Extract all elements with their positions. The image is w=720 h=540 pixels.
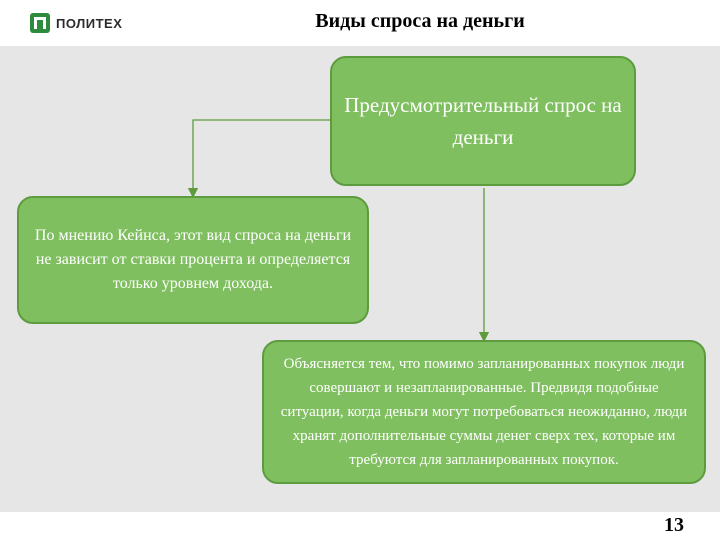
reason-explanation-box [262, 340, 706, 484]
page-number: 13 [664, 514, 684, 536]
footer-bar [0, 512, 720, 540]
keynes-explanation-text: По мнению Кейнса, этот вид спроса на деньги не зависит от ставки процента и определяется только уровнем дохода. [34, 227, 352, 292]
logo [30, 12, 122, 34]
slide-title: Виды спроса на деньги [315, 10, 525, 32]
main-concept-box [330, 56, 636, 186]
reason-explanation-text: Объясняется тем, что помимо запланированных покупок люди совершают и незапланированные. Предвидя подобные ситуации, когда деньги могут потребоваться неожиданно, люди хранят дополнительные суммы денег сверх тех, которые им требуются для запланированных покупок. [280, 356, 688, 468]
logo-text: ПОЛИТЕХ [56, 15, 123, 31]
header-bar [0, 0, 720, 46]
keynes-explanation-box [17, 196, 369, 324]
politeh-logo-icon [30, 13, 50, 33]
main-concept-text: Предусмотрительный спрос на деньги [344, 93, 622, 149]
